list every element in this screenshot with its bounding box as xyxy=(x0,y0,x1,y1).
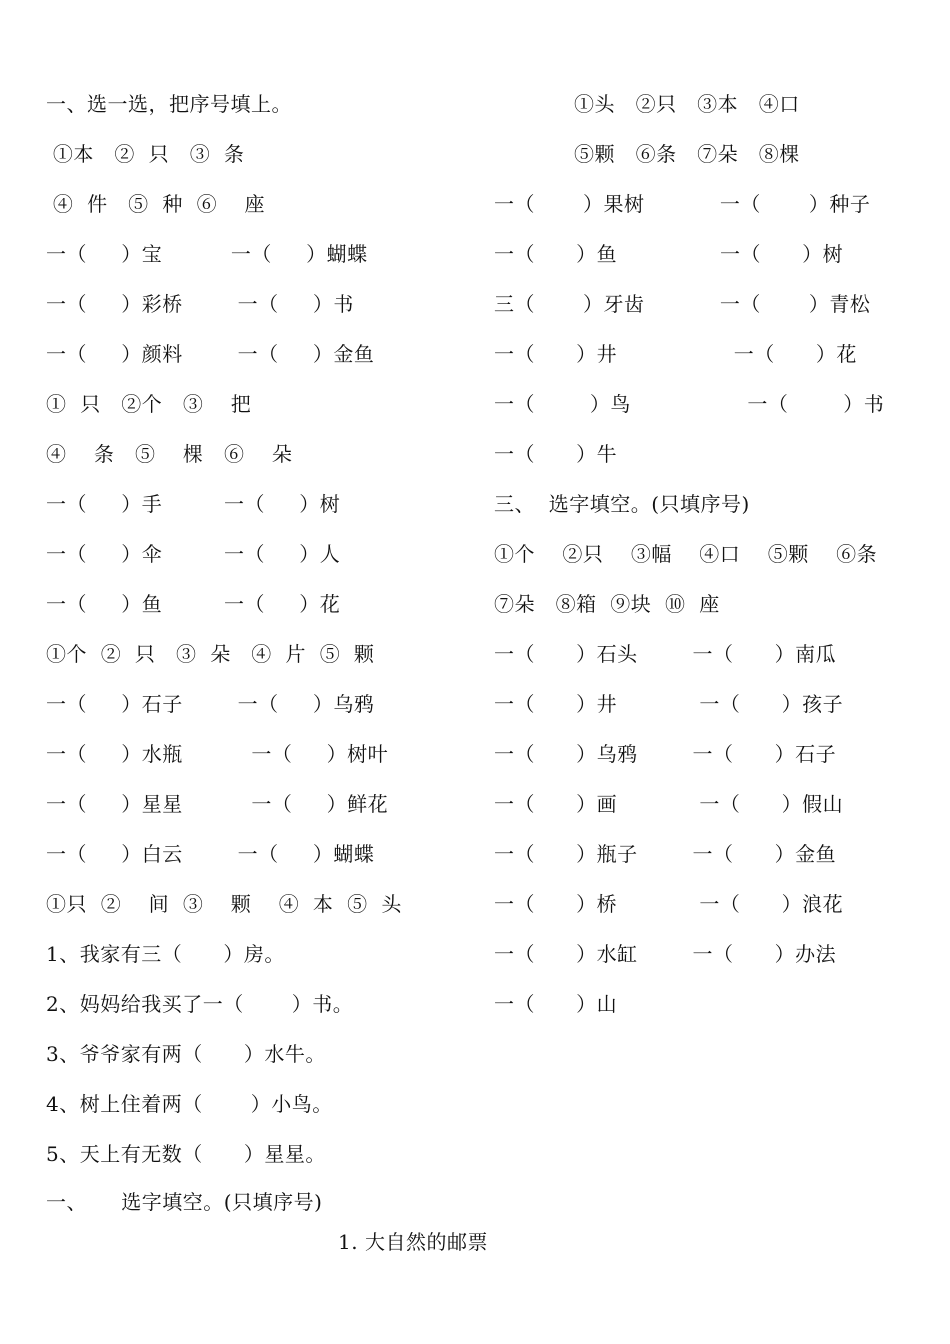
left-line-9: 一（ ）手 一（ ）树 xyxy=(46,492,341,516)
left-line-2: ①本 ② 只 ③ 条 xyxy=(46,142,245,166)
left-line-20: 3、爷爷家有两（ ）水牛。 xyxy=(46,1042,326,1066)
left-line-14: 一（ ）水瓶 一（ ）树叶 xyxy=(46,742,389,766)
left-line-15: 一（ ）星星 一（ ）鲜花 xyxy=(46,792,389,816)
left-line-3: ④ 件 ⑤ 种 ⑥ 座 xyxy=(46,192,266,216)
right-line-6: 一（ ）井 一（ ）花 xyxy=(494,342,857,366)
left-line-22: 5、天上有无数（ ）星星。 xyxy=(46,1142,326,1166)
right-line-10: ①个 ②只 ③幅 ④口 ⑤颗 ⑥条 xyxy=(494,542,878,566)
left-line-4: 一（ ）宝 一（ ）蝴蝶 xyxy=(46,242,368,266)
left-line-11: 一（ ）鱼 一（ ）花 xyxy=(46,592,341,616)
right-line-1: ①头 ②只 ③本 ④口 xyxy=(574,92,800,116)
right-line-3: 一（ ）果树 一（ ）种子 xyxy=(494,192,871,216)
left-line-18: 1、我家有三（ ）房。 xyxy=(46,942,285,966)
left-line-6: 一（ ）颜料 一（ ）金鱼 xyxy=(46,342,375,366)
left-line-21: 4、树上住着两（ ）小鸟。 xyxy=(46,1092,333,1116)
right-line-4: 一（ ）鱼 一（ ）树 xyxy=(494,242,844,266)
left-line-16: 一（ ）白云 一（ ）蝴蝶 xyxy=(46,842,375,866)
right-line-19: 一（ ）山 xyxy=(494,992,618,1016)
right-line-13: 一（ ）井 一（ ）孩子 xyxy=(494,692,844,716)
right-line-8: 一（ ）牛 xyxy=(494,442,618,466)
right-line-18: 一（ ）水缸 一（ ）办法 xyxy=(494,942,837,966)
right-line-17: 一（ ）桥 一（ ）浪花 xyxy=(494,892,844,916)
left-line-19: 2、妈妈给我买了一（ ）书。 xyxy=(46,992,354,1016)
right-line-16: 一（ ）瓶子 一（ ）金鱼 xyxy=(494,842,837,866)
left-line-17: ①只 ② 间 ③ 颗 ④ 本 ⑤ 头 xyxy=(46,892,402,916)
right-line-14: 一（ ）乌鸦 一（ ）石子 xyxy=(494,742,837,766)
footer-title: 1. 大自然的邮票 xyxy=(338,1230,488,1254)
left-line-7: ① 只 ②个 ③ 把 xyxy=(46,392,252,416)
left-line-10: 一（ ）伞 一（ ）人 xyxy=(46,542,341,566)
right-line-5: 三（ ）牙齿 一（ ）青松 xyxy=(494,292,871,316)
right-line-12: 一（ ）石头 一（ ）南瓜 xyxy=(494,642,837,666)
left-line-1: 一、选一选，把序号填上。 xyxy=(46,92,292,116)
right-line-15: 一（ ）画 一（ ）假山 xyxy=(494,792,844,816)
left-line-23: 一、 选字填空。(只填序号) xyxy=(46,1190,323,1214)
right-line-9: 三、 选字填空。(只填序号) xyxy=(494,492,750,516)
left-line-13: 一（ ）石子 一（ ）乌鸦 xyxy=(46,692,375,716)
right-line-2: ⑤颗 ⑥条 ⑦朵 ⑧棵 xyxy=(574,142,800,166)
left-line-5: 一（ ）彩桥 一（ ）书 xyxy=(46,292,354,316)
right-line-11: ⑦朵 ⑧箱 ⑨块 ⑩ 座 xyxy=(494,592,720,616)
left-line-8: ④ 条 ⑤ 棵 ⑥ 朵 xyxy=(46,442,293,466)
left-line-12: ①个 ② 只 ③ 朵 ④ 片 ⑤ 颗 xyxy=(46,642,375,666)
right-line-7: 一（ ）鸟 一（ ）书 xyxy=(494,392,885,416)
